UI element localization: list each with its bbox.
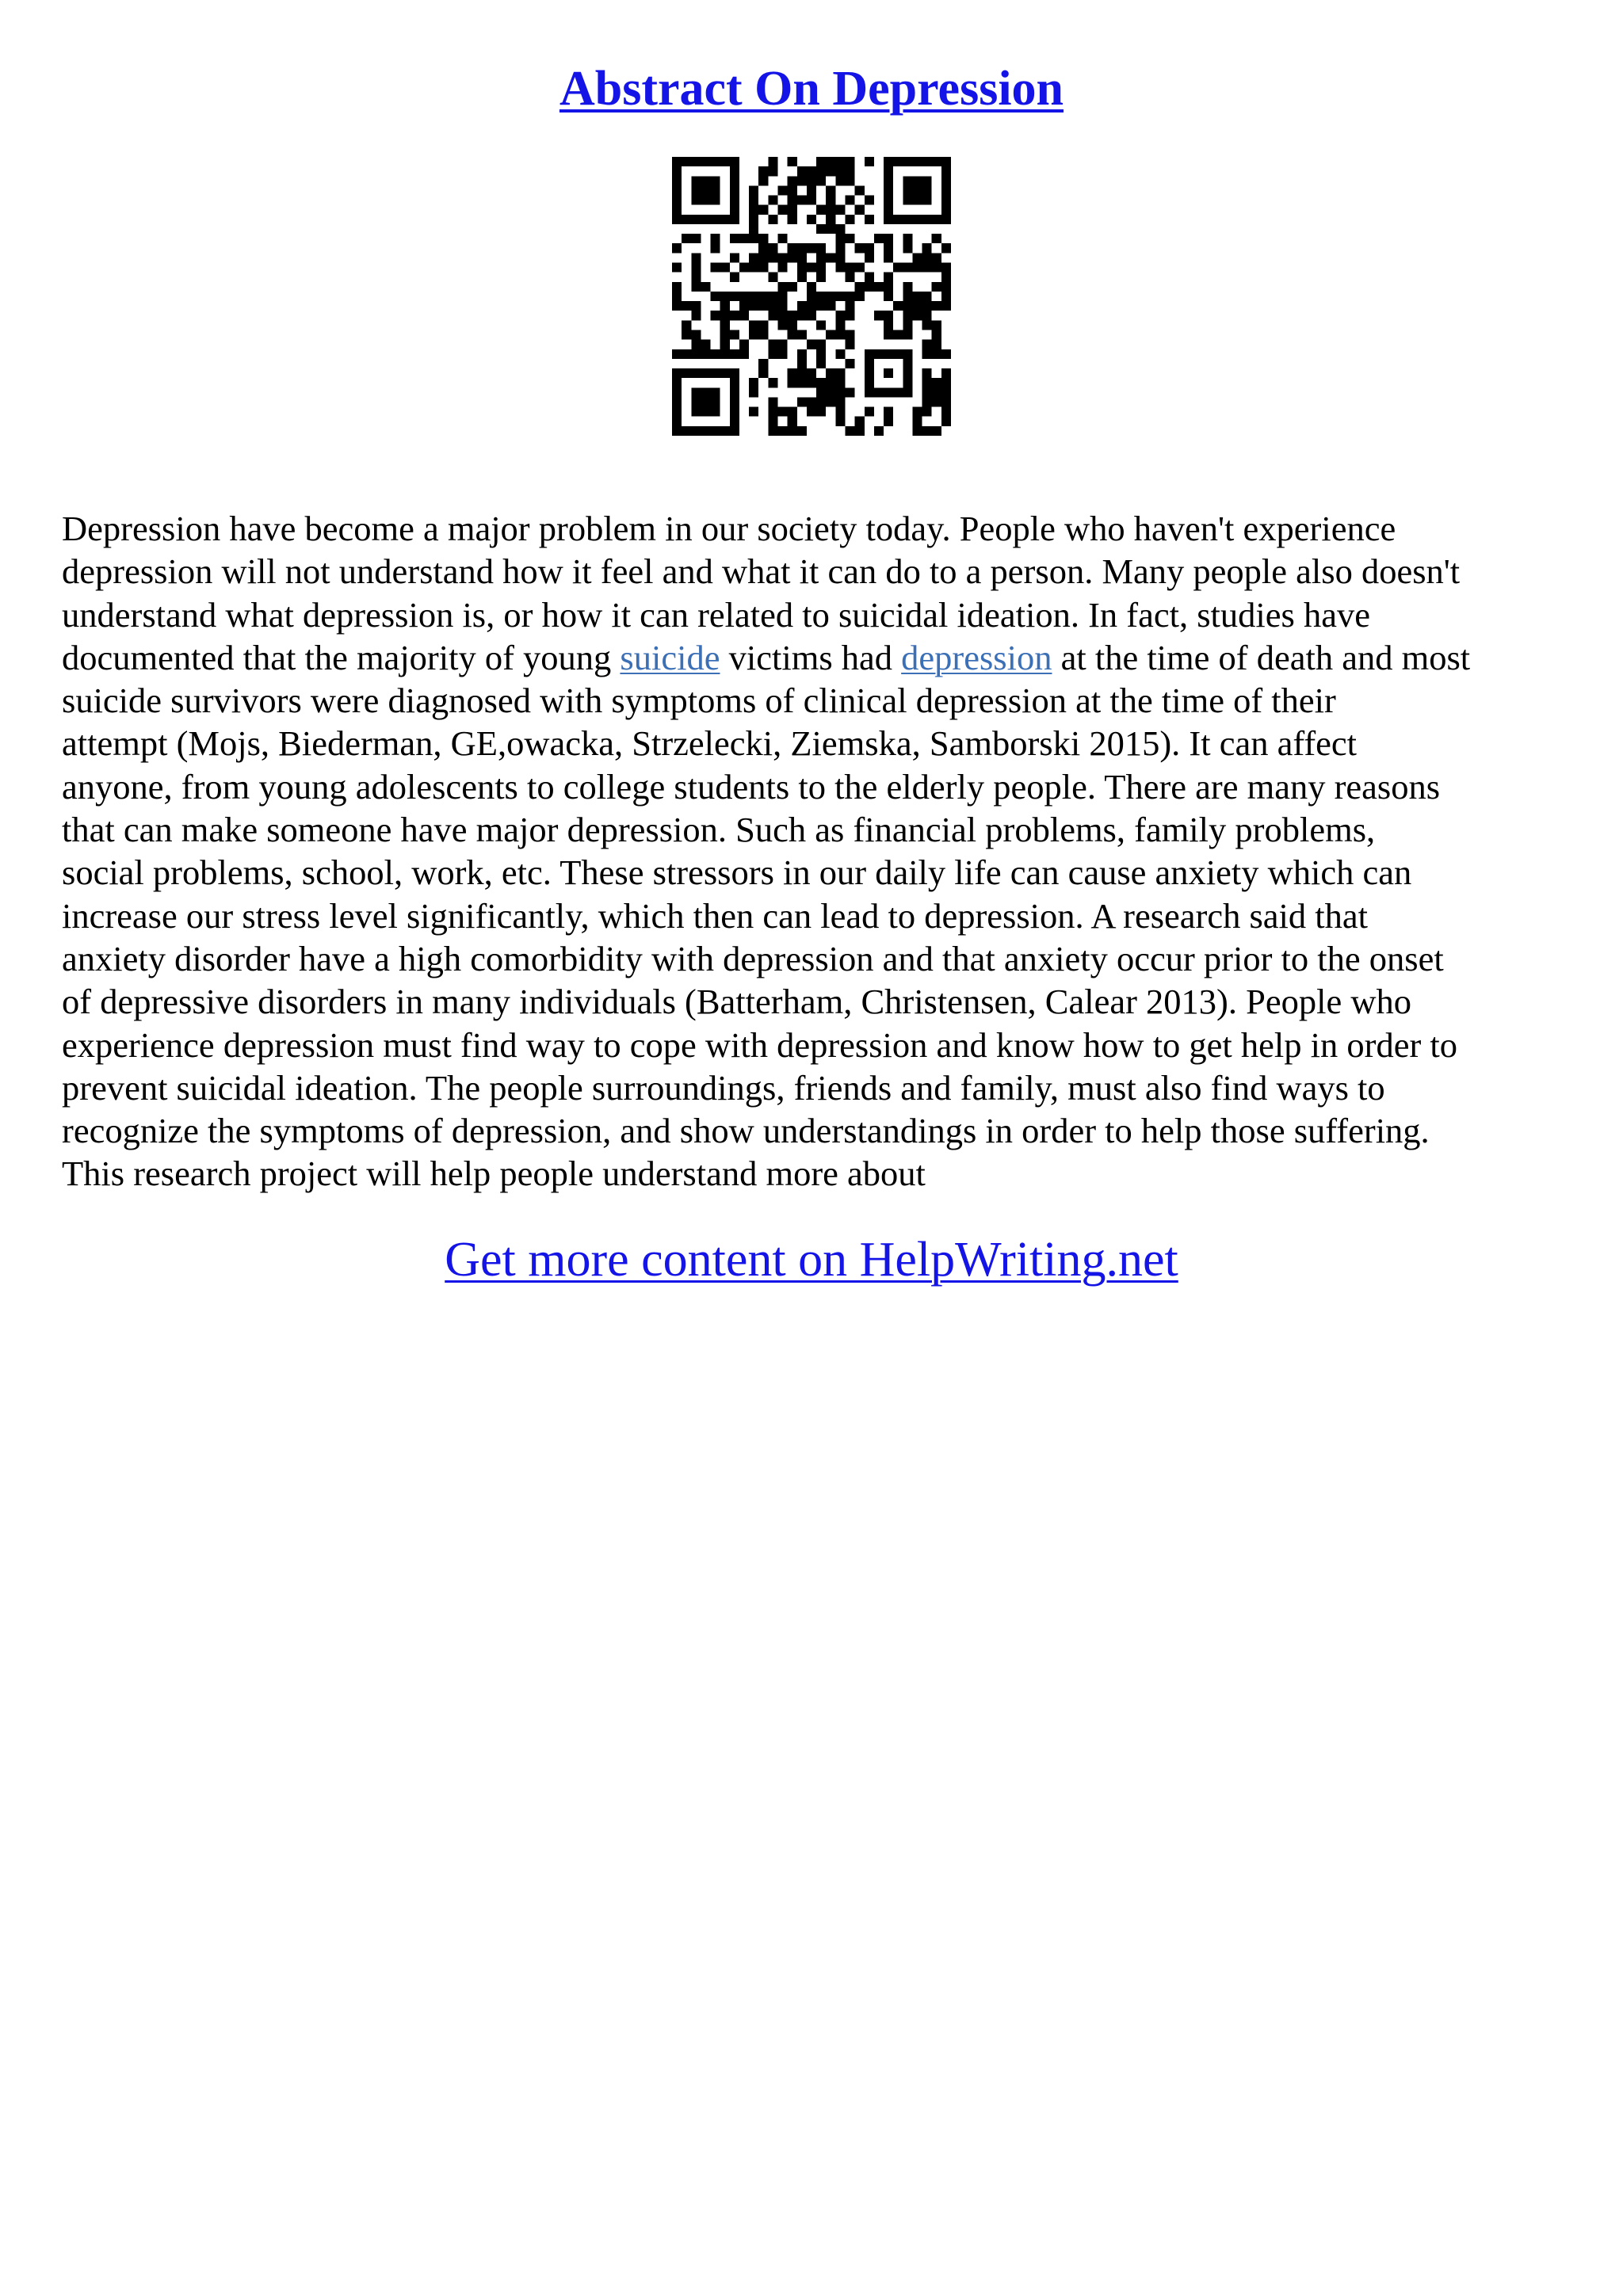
paragraph-line: Depression have become a major problem in our society today. People who haven't experience bbox=[62, 509, 1396, 548]
paragraph-line: social problems, school, work, etc. These stressors in our daily life can cause anxiety which can bbox=[62, 852, 1412, 893]
paragraph-text: at the time of death and most bbox=[1052, 637, 1471, 677]
paragraph-line: depression will not understand how it feel and what it can do to a person. Many people also doesn't bbox=[62, 551, 1461, 592]
paragraph-line: experience depression must find way to cope with depression and know how to get help in order to bbox=[62, 1024, 1458, 1065]
paragraph-line: This research project will help people understand more about bbox=[62, 1154, 926, 1194]
paragraph-line: of depressive disorders in many individuals (Batterham, Christensen, Calear 2013). People who bbox=[62, 982, 1411, 1022]
more-content-link[interactable]: Get more content on HelpWriting.net bbox=[445, 1233, 1178, 1287]
paragraph-line: increase our stress level significantly, which then can lead to depression. A research said that bbox=[62, 895, 1369, 936]
more-content-line bbox=[0, 1228, 1623, 1291]
paragraph-line: anxiety disorder have a high comorbidity with depression and that anxiety occur prior to the onset bbox=[62, 938, 1444, 978]
depression-link[interactable]: depression bbox=[901, 637, 1052, 677]
suicide-link[interactable]: suicide bbox=[620, 637, 720, 677]
paragraph-line: prevent suicidal ideation. The people surroundings, friends and family, must also find ways to bbox=[62, 1067, 1385, 1108]
qr-code-icon bbox=[672, 157, 951, 436]
paragraph-line: that can make someone have major depression. Such as financial problems, family problems, bbox=[62, 810, 1376, 850]
paragraph-line: suicide survivors were diagnosed with symptoms of clinical depression at the time of their bbox=[62, 681, 1336, 721]
paragraph-line: attempt (Mojs, Biederman, GE,owacka, Strzelecki, Ziemska, Samborski 2015). It can affect bbox=[62, 723, 1358, 764]
paragraph-line-with-links bbox=[62, 636, 1568, 679]
paragraph-text: victims had bbox=[720, 637, 902, 677]
page-title bbox=[0, 57, 1623, 120]
paragraph-text: documented that the majority of young bbox=[62, 637, 621, 677]
title-link[interactable]: Abstract On Depression bbox=[559, 62, 1064, 116]
abstract-paragraph bbox=[62, 507, 1568, 1196]
paragraph-line: understand what depression is, or how it can related to suicidal ideation. In fact, studies have bbox=[62, 594, 1370, 635]
paragraph-line: anyone, from young adolescents to college students to the elderly people. There are many reasons bbox=[62, 766, 1441, 807]
paragraph-line: recognize the symptoms of depression, and show understandings in order to help those suffering. bbox=[62, 1111, 1430, 1151]
